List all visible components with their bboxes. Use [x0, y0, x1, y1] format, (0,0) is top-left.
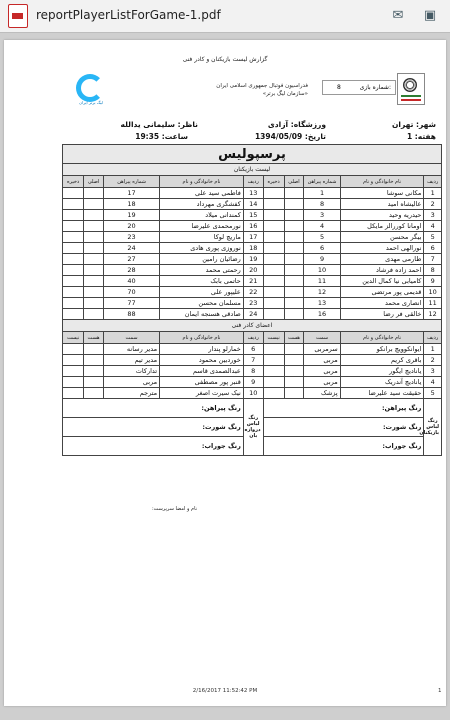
table-cell: مترجم — [103, 388, 159, 399]
table-cell — [263, 276, 284, 287]
table-cell: اصلی — [284, 176, 304, 188]
table-cell: 12 — [424, 309, 442, 320]
table-cell — [263, 344, 284, 355]
table-cell: 77 — [103, 298, 159, 309]
table-cell: مربی — [103, 377, 159, 388]
table-cell — [263, 243, 284, 254]
table-cell: عبدالصمدی قاسم — [160, 366, 244, 377]
kit-row — [63, 399, 442, 418]
app-toolbar — [0, 0, 450, 33]
table-cell — [84, 309, 104, 320]
table-cell: مسلمان محسن — [160, 298, 244, 309]
table-cell: انصاری محمد — [340, 298, 424, 309]
table-cell: خمارلو پندار — [160, 344, 244, 355]
table-cell: 28 — [103, 265, 159, 276]
report-title: گزارش لیست بازیکنان و کادر فنی — [182, 56, 268, 63]
table-cell: خالقی فر رضا — [340, 309, 424, 320]
table-cell: 5 — [424, 232, 442, 243]
table-cell: 10 — [304, 265, 340, 276]
table-cell: 11 — [424, 298, 442, 309]
table-cell: 40 — [103, 276, 159, 287]
table-row — [63, 265, 442, 276]
table-cell — [284, 377, 304, 388]
table-cell — [84, 366, 104, 377]
table-cell: نام خانوادگی و نام — [160, 332, 244, 344]
table-cell: 19 — [103, 210, 159, 221]
table-cell: 27 — [103, 254, 159, 265]
table-cell — [63, 232, 84, 243]
kit-color-label: رنگ جوراب: — [263, 437, 424, 456]
staff-section-title: اعضای کادر فنی — [63, 320, 442, 332]
table-cell: ردیف — [424, 176, 442, 188]
table-cell: نورمحمدی علیرضا — [160, 221, 244, 232]
table-cell: 16 — [304, 309, 340, 320]
table-cell: 6 — [304, 243, 340, 254]
table-cell — [84, 276, 104, 287]
federation-logo — [397, 73, 425, 105]
table-cell: ایوانکوویچ برانکو — [340, 344, 424, 355]
table-cell — [284, 221, 304, 232]
table-cell: مکانی سوشا — [340, 188, 424, 199]
table-row — [63, 243, 442, 254]
table-cell — [284, 366, 304, 377]
table-cell: 8 — [424, 265, 442, 276]
table-cell — [263, 221, 284, 232]
table-cell: 10 — [243, 388, 263, 399]
table-row — [63, 377, 442, 388]
kit-color-label: رنگ شورت: — [263, 418, 424, 437]
date-label: تاریخ: 1394/05/09 — [254, 132, 326, 141]
reader-mode-icon[interactable]: ▣ — [423, 8, 437, 23]
table-cell — [284, 243, 304, 254]
table-cell: مربی — [304, 366, 340, 377]
footer-date: 2/16/2017 11:52:42 PM — [192, 688, 258, 694]
table-cell: 12 — [304, 287, 340, 298]
table-cell — [63, 199, 84, 210]
table-cell: 70 — [103, 287, 159, 298]
table-cell: 24 — [103, 243, 159, 254]
table-cell: 2 — [424, 355, 442, 366]
table-cell — [63, 388, 84, 399]
table-row — [63, 221, 442, 232]
table-cell: کفشگری مهرداد — [160, 199, 244, 210]
table-cell — [63, 287, 84, 298]
table-cell: 20 — [103, 221, 159, 232]
table-cell — [84, 232, 104, 243]
table-cell: 17 — [243, 232, 263, 243]
table-cell — [284, 265, 304, 276]
table-row — [63, 355, 442, 366]
table-cell: 11 — [304, 276, 340, 287]
table-cell: شماره پیراهن — [304, 176, 340, 188]
table-cell: 21 — [243, 276, 263, 287]
table-cell — [84, 377, 104, 388]
pdf-file-icon — [8, 4, 28, 28]
table-cell — [284, 188, 304, 199]
table-cell: 5 — [304, 232, 340, 243]
football-icon — [403, 78, 417, 92]
table-cell: عالیشاه امید — [340, 199, 424, 210]
table-cell: 3 — [304, 210, 340, 221]
table-cell — [63, 188, 84, 199]
table-cell: رحمتی محمد — [160, 265, 244, 276]
table-cell: 17 — [103, 188, 159, 199]
table-cell — [63, 276, 84, 287]
gk-kit-color-label: رنگ پیراهن: — [63, 399, 244, 418]
table-cell — [263, 199, 284, 210]
table-cell: مربی — [304, 355, 340, 366]
table-cell — [284, 210, 304, 221]
table-cell — [84, 199, 104, 210]
section-row — [63, 164, 442, 176]
table-cell: 4 — [304, 221, 340, 232]
table-row — [63, 366, 442, 377]
table-cell: سرمربی — [304, 344, 340, 355]
table-cell: 1 — [424, 188, 442, 199]
table-cell — [84, 287, 104, 298]
league-logo-text: لیگ برتر ایران — [79, 100, 103, 105]
players-section-title: لیست بازیکنان — [63, 164, 442, 176]
table-cell — [63, 377, 84, 388]
table-cell: 22 — [243, 287, 263, 298]
team-name: پرسپولیس — [63, 145, 442, 164]
table-cell: 23 — [243, 298, 263, 309]
table-cell: 20 — [243, 265, 263, 276]
table-cell: 15 — [243, 210, 263, 221]
spacer-row — [63, 456, 442, 479]
table-cell: 8 — [304, 199, 340, 210]
table-cell: ذخیره — [263, 176, 284, 188]
match-number-box — [322, 80, 396, 95]
table-row — [63, 309, 442, 320]
table-cell: نیست — [263, 332, 284, 344]
stadium-label: ورزشگاه: آزادی — [267, 120, 326, 129]
table-cell — [263, 287, 284, 298]
table-cell: 9 — [424, 276, 442, 287]
header-row — [63, 176, 442, 188]
table-cell — [263, 298, 284, 309]
table-cell: فاطمی سید علی — [160, 188, 244, 199]
team-row — [63, 145, 442, 164]
table-cell: کمندانی میلاد — [160, 210, 244, 221]
table-cell: باقری کریم — [340, 355, 424, 366]
table-row — [63, 210, 442, 221]
table-cell — [63, 254, 84, 265]
table-cell — [263, 265, 284, 276]
table-cell — [263, 210, 284, 221]
table-cell: حیدریه وحید — [340, 210, 424, 221]
federation-line-2: «سازمان لیگ برتر» — [262, 91, 308, 97]
table-cell — [284, 287, 304, 298]
table-cell — [263, 388, 284, 399]
players-table — [62, 144, 442, 478]
table-row — [63, 388, 442, 399]
table-cell: یانادیچ ایگور — [340, 366, 424, 377]
table-cell — [84, 221, 104, 232]
table-cell — [63, 355, 84, 366]
table-cell: نام خانوادگی و نام — [340, 176, 424, 188]
pdf-page — [4, 40, 446, 706]
table-row — [63, 188, 442, 199]
table-cell: علیپور علی — [160, 287, 244, 298]
table-cell — [263, 355, 284, 366]
table-cell: 9 — [243, 377, 263, 388]
table-cell — [63, 456, 442, 479]
document-title: reportPlayerListForGame-1.pdf — [36, 8, 221, 22]
table-cell: 1 — [424, 344, 442, 355]
league-logo — [70, 70, 112, 110]
federation-line-1: فدراسیون فوتبال جمهوری اسلامی ایران — [216, 83, 308, 89]
table-cell: 1 — [304, 188, 340, 199]
table-cell: نیک سیرت اصغر — [160, 388, 244, 399]
gk-kit-color-label: رنگ جوراب: — [63, 437, 244, 456]
table-row — [63, 254, 442, 265]
table-cell: 24 — [243, 309, 263, 320]
table-cell — [84, 188, 104, 199]
table-cell — [263, 254, 284, 265]
table-cell: نام خانوادگی و نام — [340, 332, 424, 344]
table-cell — [284, 232, 304, 243]
table-cell: 14 — [243, 199, 263, 210]
table-cell: مدیر رسانه — [103, 344, 159, 355]
table-cell: مربی — [304, 377, 340, 388]
table-cell — [263, 377, 284, 388]
section-row — [63, 320, 442, 332]
table-cell: 18 — [243, 243, 263, 254]
table-cell: پزشک — [304, 388, 340, 399]
match-number-label: شماره بازی: — [359, 84, 391, 91]
table-cell: اصلی — [84, 176, 104, 188]
table-cell: سمت — [103, 332, 159, 344]
table-cell: 7 — [243, 355, 263, 366]
table-cell — [284, 254, 304, 265]
table-cell — [84, 243, 104, 254]
table-cell — [63, 265, 84, 276]
table-cell — [284, 298, 304, 309]
table-cell — [284, 309, 304, 320]
table-cell: هست — [84, 332, 104, 344]
table-cell — [63, 366, 84, 377]
table-cell: 23 — [103, 232, 159, 243]
table-cell: قنبر پور مصطفی — [160, 377, 244, 388]
week-label: هفته: 1 — [406, 132, 436, 141]
table-cell: 7 — [424, 254, 442, 265]
table-cell: نورالهی احمد — [340, 243, 424, 254]
table-cell: 4 — [424, 221, 442, 232]
table-cell: شماره پیراهن — [103, 176, 159, 188]
table-cell: مدیر تیم — [103, 355, 159, 366]
table-cell — [84, 265, 104, 276]
gk-kit-vertical-label: رنگ لباس دروازه بان — [243, 399, 263, 456]
table-cell: 13 — [304, 298, 340, 309]
table-cell: سمت — [304, 332, 340, 344]
table-cell: ردیف — [243, 176, 263, 188]
table-cell: ردیف — [424, 332, 442, 344]
table-cell — [263, 188, 284, 199]
table-cell: اومانا کوررالز مایکل — [340, 221, 424, 232]
table-cell: 10 — [424, 287, 442, 298]
table-cell: رضائیان رامین — [160, 254, 244, 265]
table-cell: 18 — [103, 199, 159, 210]
table-cell: کامیابی نیا کمال الدین — [340, 276, 424, 287]
table-cell: 5 — [424, 388, 442, 399]
table-cell: نوروزی پوری هادی — [160, 243, 244, 254]
table-cell: احمد زاده فرشاد — [340, 265, 424, 276]
time-label: ساعت: 19:35 — [135, 132, 188, 141]
table-cell: 16 — [243, 221, 263, 232]
table-cell: خوردبین محمود — [160, 355, 244, 366]
table-cell: حقیقت سید علیرضا — [340, 388, 424, 399]
table-cell — [84, 344, 104, 355]
table-cell: 3 — [424, 210, 442, 221]
table-row — [63, 287, 442, 298]
table-cell — [84, 210, 104, 221]
kit-color-vertical-label: رنگ لباس بازیکنان — [424, 399, 442, 456]
table-cell — [63, 210, 84, 221]
table-cell: 88 — [103, 309, 159, 320]
table-cell — [263, 232, 284, 243]
table-cell: صادقی هسنجه ایمان — [160, 309, 244, 320]
table-cell: 3 — [424, 366, 442, 377]
table-cell — [284, 344, 304, 355]
footer-page-number: 1 — [438, 688, 442, 694]
table-cell: نام خانوادگی و نام — [160, 176, 244, 188]
table-cell: ذخیره — [63, 176, 84, 188]
table-cell — [284, 276, 304, 287]
kit-color-label: رنگ پیراهن: — [263, 399, 424, 418]
table-cell: هست — [284, 332, 304, 344]
table-row — [63, 276, 442, 287]
table-cell: ماریچ لوکا — [160, 232, 244, 243]
table-cell: 13 — [243, 188, 263, 199]
league-logo-icon — [76, 74, 104, 102]
table-cell — [63, 344, 84, 355]
table-cell — [284, 355, 304, 366]
table-cell: 19 — [243, 254, 263, 265]
table-cell — [84, 355, 104, 366]
federation-name — [188, 82, 308, 98]
table-cell — [263, 366, 284, 377]
table-cell: 9 — [304, 254, 340, 265]
table-cell — [84, 298, 104, 309]
table-cell — [284, 199, 304, 210]
table-cell: یانادیچ آندریک — [340, 377, 424, 388]
header-row — [63, 332, 442, 344]
table-cell: حاتمی بابک — [160, 276, 244, 287]
table-row — [63, 199, 442, 210]
table-cell — [63, 221, 84, 232]
table-cell — [84, 254, 104, 265]
table-cell: بیگر محسن — [340, 232, 424, 243]
table-row — [63, 298, 442, 309]
table-cell — [284, 388, 304, 399]
table-cell — [63, 298, 84, 309]
table-cell: 8 — [243, 366, 263, 377]
city-label: شهر: تهران — [391, 120, 436, 129]
observer-label: ناظر: سلیمانی یدالله — [120, 120, 198, 129]
table-cell: تدارکات — [103, 366, 159, 377]
table-cell: 2 — [424, 199, 442, 210]
table-cell: 4 — [424, 377, 442, 388]
table-cell: قدیمی پور مرتضی — [340, 287, 424, 298]
table-row — [63, 344, 442, 355]
table-cell — [84, 388, 104, 399]
table-cell: ردیف — [243, 332, 263, 344]
table-cell — [63, 309, 84, 320]
flag-icon — [401, 95, 421, 101]
table-row — [63, 232, 442, 243]
table-cell: طارمی مهدی — [340, 254, 424, 265]
table-cell: نیست — [63, 332, 84, 344]
table-cell — [263, 309, 284, 320]
supervisor-signature-label: نام و امضا سرپرست: — [152, 506, 198, 512]
table-cell — [63, 243, 84, 254]
match-number-value: 8 — [337, 84, 341, 91]
gk-kit-color-label: رنگ شورت: — [63, 418, 244, 437]
table-cell: 6 — [243, 344, 263, 355]
comment-icon[interactable]: ✉ — [392, 8, 404, 23]
table-cell: 6 — [424, 243, 442, 254]
